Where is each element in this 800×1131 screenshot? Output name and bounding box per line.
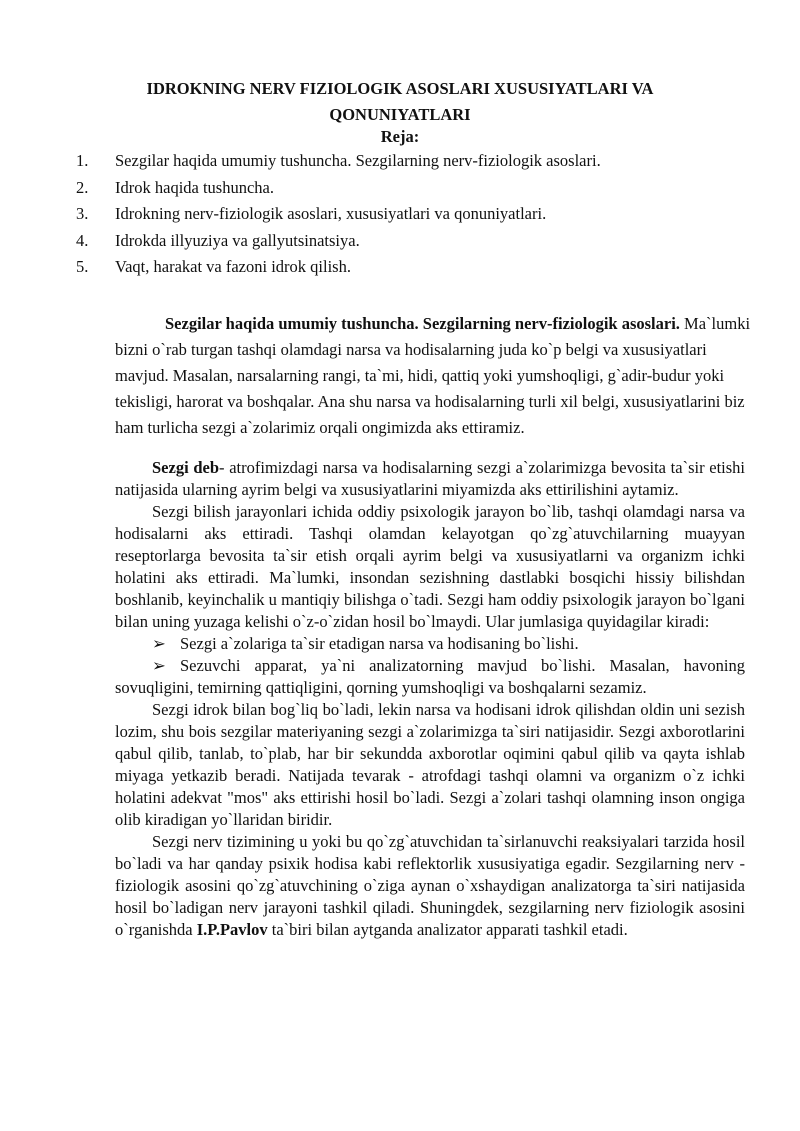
plan-item-number: 4. [76,230,89,250]
body-text [115,457,745,941]
title-line-2: QONUNIYATLARI [329,105,471,124]
section-intro-text: Ma`lumki bizni o`rab turgan tashqi olamdagi narsa va hodisalarning juda ko`p belgi va xususiyatlari mavjud. Masalan, narsalarning rangi, ta`mi, hidi, qattiq yoki yumshoqligi, g`adir-budur yoki tekisligi, harorat va boshqalar. Ana shu narsa va hodisalarning turli xil belgi, xususiyatlarini biz ham turlicha sezgi a`zolarimiz orqali ongimizda aks ettiramiz. [115,314,751,437]
plan-item-number: 1. [76,151,89,170]
section-intro-block [115,311,755,441]
paragraph [115,831,745,941]
bullet-item [115,655,745,699]
plan-item [76,177,756,204]
plan-list [76,150,756,283]
definition-term: Sezgi deb [152,458,220,477]
arrow-bullet-icon: ➢ [152,634,166,653]
plan-item-text: Sezgilar haqida umumiy tushuncha. Sezgilarning nerv-fiziologik asoslari. [115,151,601,170]
bullet-text: Sezgi a`zolariga ta`sir etadigan narsa va hodisaning bo`lishi. [180,634,579,653]
bullet-text: Sezuvchi apparat, ya`ni analizatorning mavjud bo`lishi. Masalan, havoning sovuqligini, temirning qattiqligini, qorning yumshoqligi va boshqalarni sezamiz. [115,656,745,697]
paragraph: Sezgi bilish jarayonlari ichida oddiy psixologik jarayon bo`lib, tashqi olamdagi narsa va hodisalarni aks ettiradi. Tashqi olamdan kelayotgan qo`zg`atuvchilarning muayyan reseptorlarga bevosita ta`sir etish orqali ayrim belgi va xususiyatlarni va organizm ichki holatini aks ettiradi. Ma`lumki, insondan sezishning dastlabki bosqichi hissiy bilishdan boshlanib, keyinchalik u mantiqiy bilishga o`tadi. Sezgi ham oddiy psixologik jarayon bo`lgani bilan uning yuzaga kelishi o`z-o`zidan hosil bo`lmaydi. Ular jumlasiga quyidagilar kiradi: [115,502,745,631]
plan-item-text: Idrokning nerv-fiziologik asoslari, xususiyatlari va qonuniyatlari. [115,204,547,223]
plan-item [76,230,756,257]
bullet-item [115,633,745,655]
paragraph-end: ta`biri bilan aytganda analizator apparati tashkil etadi. [267,920,628,939]
plan-item-text: Idrok haqida tushuncha. [115,177,274,197]
plan-heading: Reja: [380,127,420,146]
arrow-bullet-icon: ➢ [152,656,166,675]
title-line-1: IDROKNING NERV FIZIOLOGIK ASOSLARI XUSUSIYATLARI VA [146,79,654,98]
plan-item [76,203,756,230]
author-name: I.P.Pavlov [196,920,268,939]
document-title [60,76,740,128]
plan-item-number: 5. [76,257,89,276]
plan-item [76,256,756,283]
definition-text: - atrofimizdagi narsa va hodisalarning sezgi a`zolarimizga bevosita ta`sir etishi natijasida ularning ayrim belgi va xususiyatlarini miyamizda aks ettirilishini aytamiz. [115,458,745,499]
plan-item [76,150,756,177]
section-heading: Sezgilar haqida umumiy tushuncha. Sezgilarning nerv-fiziologik asoslari. [165,314,680,333]
plan-item-text: Idrokda illyuziya va gallyutsinatsiya. [115,230,360,250]
definition-paragraph [115,457,745,501]
paragraph-text: Sezgi nerv tizimining u yoki bu qo`zg`atuvchidan ta`sirlanuvchi reaksiyalari tarzida hosil bo`ladi va har qanday psixik hodisa kabi reflektorlik xususiyatiga egadir. Sezgilarning nerv - fiziologik asosini qo`zg`atuvchining o`ziga aynan o`xshaydigan analizatorga ta`siri natijasida hosil bo`ladigan nerv jarayoni tashkil qiladi. Shuningdek, sezgilarning nerv fiziologik asosini o`rganishda [115,832,745,939]
paragraph: Sezgi idrok bilan bog`liq bo`ladi, lekin narsa va hodisani idrok qilishdan oldin uni sezish lozim, shu bois sezgilar materiyaning sezgi a`zolarimizga ta`siri natijasidir. Sezgi axborotlarini qabul qilib, tanlab, to`plab, har bir sekundda axborotlar oqimini qabul qilib va qayta ishlab miyaga yetkazib beradi. Natijada tevarak - atrofdagi tashqi olamni va organizm o`z ichki holatini adekvat "mos" aks ettirishi hosil bo`ladi. Sezgi a`zolari tashqi olamning inson ongiga olib kiradigan yo`llaridan biridir. [115,700,745,829]
section-intro-paragraph [115,311,755,441]
plan-item-number: 2. [76,177,89,197]
plan-item-text: Vaqt, harakat va fazoni idrok qilish. [115,257,351,276]
plan-item-number: 3. [76,204,89,223]
